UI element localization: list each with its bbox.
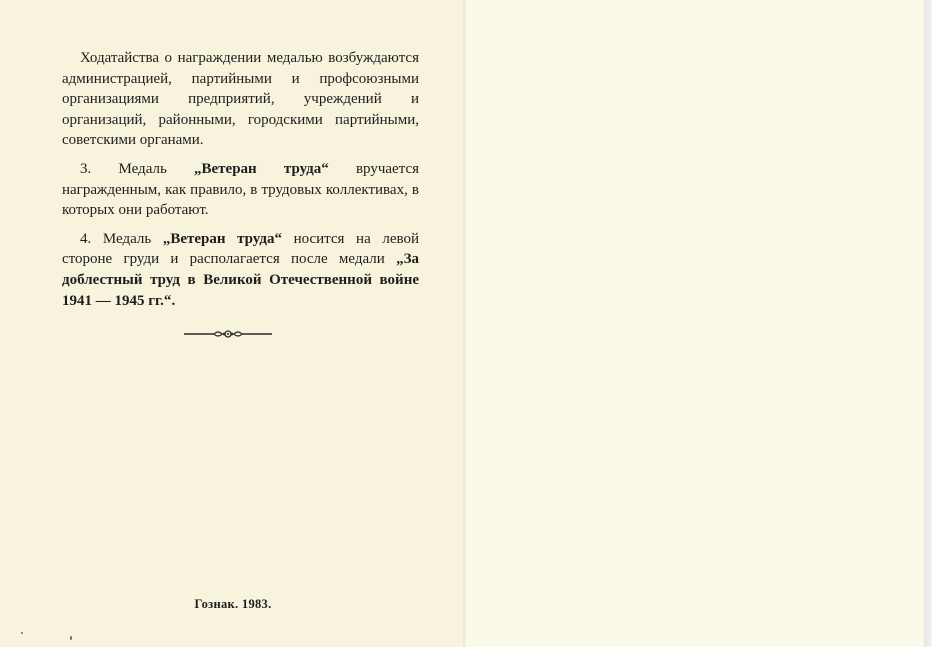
right-edge bbox=[924, 0, 932, 647]
paragraph-4-middle: носится на левой стороне груди и располагается после медали bbox=[62, 230, 419, 268]
paragraph-4-medal-name: „Ветеран труда“ bbox=[162, 230, 282, 247]
paragraph-3 bbox=[62, 159, 419, 221]
paragraph-4 bbox=[62, 229, 419, 311]
paragraph-nomination-text: Ходатайства о награждении медалью возбуждаются администрацией, партийными и профсоюзными организациями предприятий, учреждений и организаций, районными, городскими партийными, советскими органами. bbox=[62, 50, 419, 149]
printer-imprint: Гознак. 1983. bbox=[194, 597, 272, 611]
paragraph-3-prefix: 3. Медаль bbox=[80, 160, 195, 177]
paragraph-4-prefix: 4. Медаль bbox=[80, 230, 163, 247]
paper-speck bbox=[70, 636, 72, 640]
right-page-blank bbox=[466, 0, 924, 647]
paper-speck bbox=[21, 632, 23, 634]
statute-text bbox=[62, 48, 419, 319]
paragraph-3-suffix: вручается награжденным, как правило, в трудовых коллективах, в которых они работают. bbox=[62, 160, 419, 219]
paragraph-4-suffix: . bbox=[171, 292, 176, 309]
paragraph-3-medal-name: „Ветеран труда“ bbox=[194, 160, 329, 177]
paragraph-nomination bbox=[62, 48, 419, 151]
ornament-divider-icon bbox=[184, 327, 272, 341]
paragraph-4-other-medal: „За доблестный труд в Великой Отечественной войне 1941 — 1945 гг.“ bbox=[62, 251, 419, 309]
